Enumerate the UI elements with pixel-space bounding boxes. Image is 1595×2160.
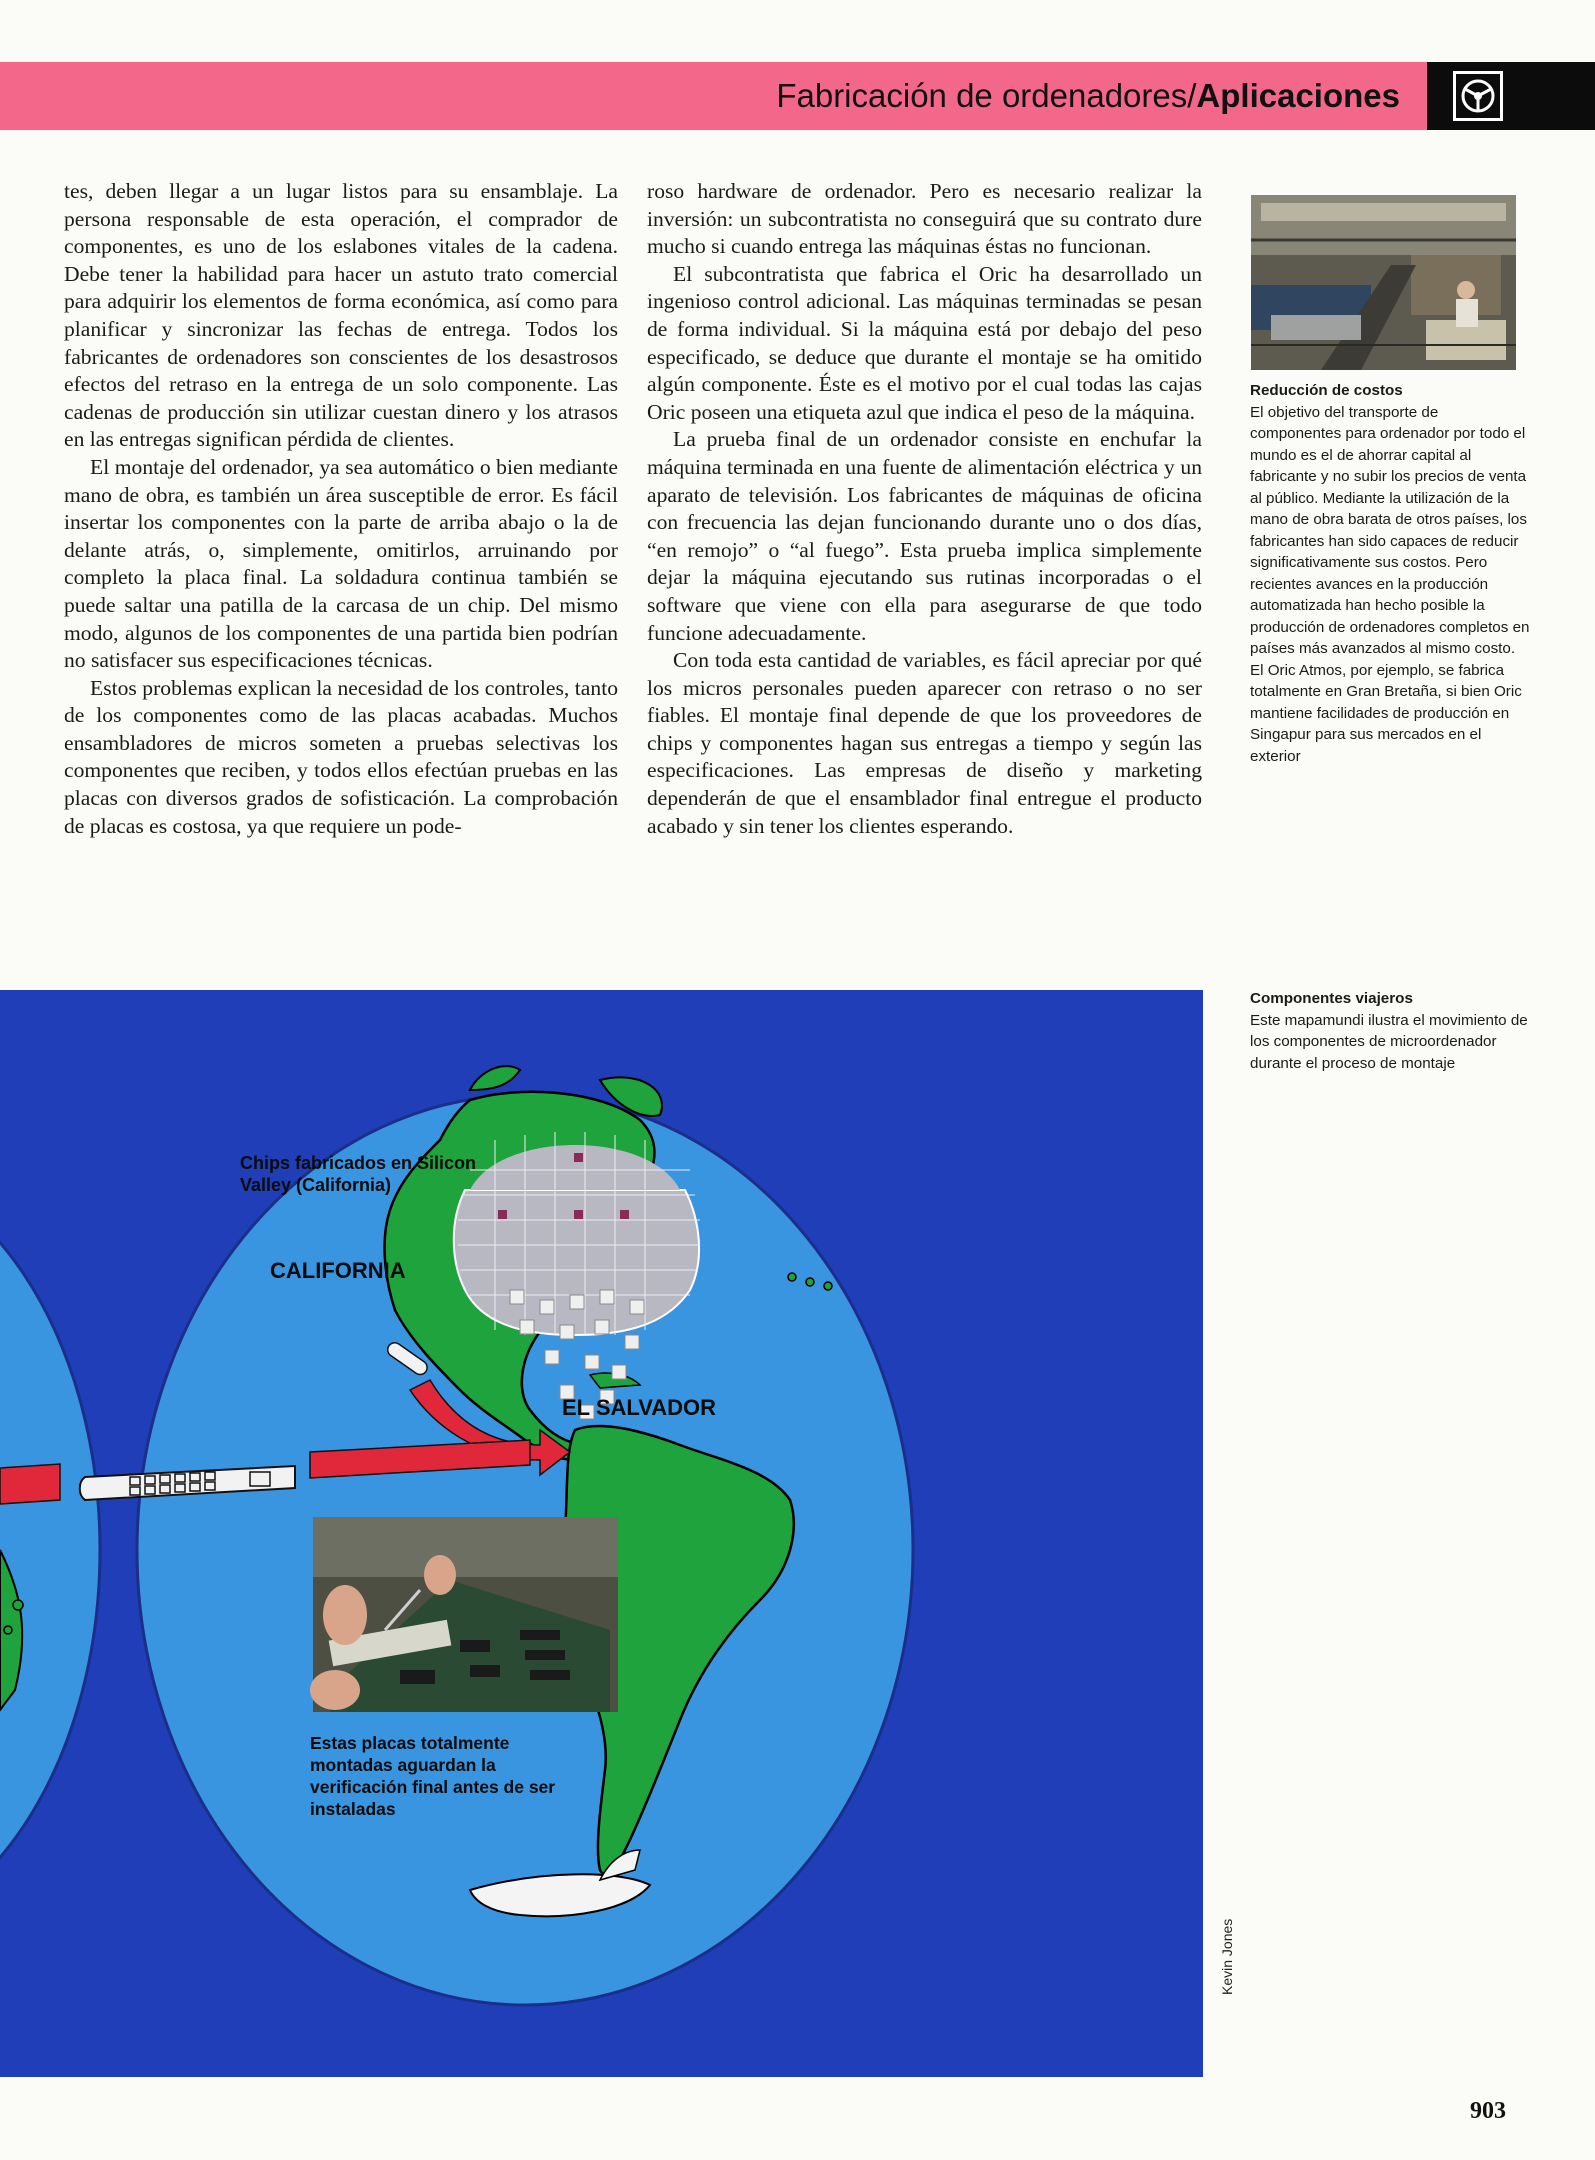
paragraph: La prueba final de un ordenador consiste en enchufar la máquina terminada en una fuente de alimentación eléctrica y un aparato de televisión. Los fabricantes de máquinas de oficina con frecuencia las dejan funcionando durante uno o dos días, “en remojo” o “al fuego”. Esta prueba implica simplemente dejar la máquina ejecutando sus rutinas incorporadas o el software que viene con ella para asegurarse de que todo funcione adecuadamente. <box>647 427 1202 645</box>
factory-photo <box>1251 195 1516 370</box>
body-column-2 <box>647 178 1202 840</box>
body-column-1 <box>64 178 618 840</box>
paragraph: El subcontratista que fabrica el Oric ha desarrollado un ingenioso control adicional. Las máquinas terminadas se pesan de forma individual. Si la máquina está por debajo del peso especificado, se deduce que durante el montaje se ha omitido algún componente. Éste es el motivo por el cual todas las cajas Oric poseen una etiqueta azul que indica el peso de la máquina. <box>647 261 1202 424</box>
caption-title: Reducción de costos <box>1250 382 1403 399</box>
caption-text: Este mapamundi ilustra el movimiento de los componentes de microordenador durante el proceso de montaje <box>1250 1011 1528 1072</box>
illustrator-credit: Kevin Jones <box>1219 1918 1235 1995</box>
section-title-bold: Aplicaciones <box>1196 77 1400 114</box>
map-label-el-salvador: EL SALVADOR <box>562 1395 717 1420</box>
caption-title: Componentes viajeros <box>1250 990 1413 1007</box>
paragraph: tes, deben llegar a un lugar listos para su ensamblaje. La persona responsable de esta operación, el comprador de componentes, es uno de los eslabones vitales de la cadena. Debe tener la habilidad para hacer un astuto trato comercial para adquirir los elementos de forma económica, así como para planificar y sincronizar las fechas de entrega. Todos los fabricantes de ordenadores son conscientes de los desastrosos efectos del retraso en la entrega de un solo componente. Las cadenas de producción sin utilizar cuestan dinero y los atrasos en las entregas significan pérdida de clientes. <box>64 179 618 452</box>
paragraph: El montaje del ordenador, ya sea automático o bien mediante mano de obra, es también un área susceptible de error. Es fácil insertar los componentes con la parte de arriba abajo o la de delante atrás, o, simplemente, omitirlos, arruinando por completo la placa final. La soldadura continua también se puede saltar una patilla de la carcasa de un chip. Del mismo modo, algunos de los componentes de una partida bien podrían no satisfacer sus especificaciones técnicas. <box>64 454 618 673</box>
map-label-boards: Estas placas totalmente montadas aguardan la verificación final antes de ser instaladas <box>310 1733 556 1819</box>
world-map-illustration <box>0 990 1203 2077</box>
shipping-arrow-lower <box>0 1464 60 1504</box>
page-number: 903 <box>1470 2098 1506 2124</box>
section-title-normal: Fabricación de ordenadores/ <box>776 77 1197 114</box>
paragraph: roso hardware de ordenador. Pero es necesario realizar la inversión: un subcontratista no conseguirá que su contrato dure mucho si cuando entrega las máquinas éstas no funcionan. <box>647 179 1202 259</box>
steering-wheel-icon <box>1453 71 1503 121</box>
paragraph: Estos problemas explican la necesidad de los controles, tanto de los componentes como de las placas acabadas. Muchos ensambladores de micros someten a pruebas selectivas los componentes que reciben, y todos ellos efectúan pruebas en las placas con diversos grados de sofisticación. La comprobación de placas es costosa, ya que requiere un pode- <box>64 675 618 838</box>
caption-cost-reduction <box>1250 380 1530 767</box>
map-label-california: CALIFORNIA <box>270 1258 406 1283</box>
caption-text: El objetivo del transporte de componentes para ordenador por todo el mundo es el de ahorrar capital al fabricante y no subir los precios de venta al público. Mediante la utilización de la mano de obra barata de otros países, los fabricantes han sido capaces de reducir significativamente sus costos. Pero recientes avances en la producción automatizada han hecho posible la producción de ordenadores completos en países más avanzados al mismo costo. El Oric Atmos, por ejemplo, se fabrica totalmente en Gran Bretaña, si bien Oric mantiene facilidades de producción en Singapur para sus mercados en el exterior <box>1250 403 1530 765</box>
paragraph: Con toda esta cantidad de variables, es fácil apreciar por qué los micros personales pueden aparecer con retraso o no ser fiables. El montaje final depende de que los proveedores de chips y componentes hagan sus entregas a tiempo y según las especificaciones. Las empresas de diseño y marketing dependerán de que el ensamblador final entregue el producto acabado y sin tener los clientes esperando. <box>647 648 1202 838</box>
section-title <box>776 76 1400 116</box>
caption-traveling-components <box>1250 988 1530 1074</box>
circuit-board-photo <box>310 1517 618 1712</box>
map-label-chips: Chips fabricados en Silicon Valley (California) <box>240 1153 477 1195</box>
